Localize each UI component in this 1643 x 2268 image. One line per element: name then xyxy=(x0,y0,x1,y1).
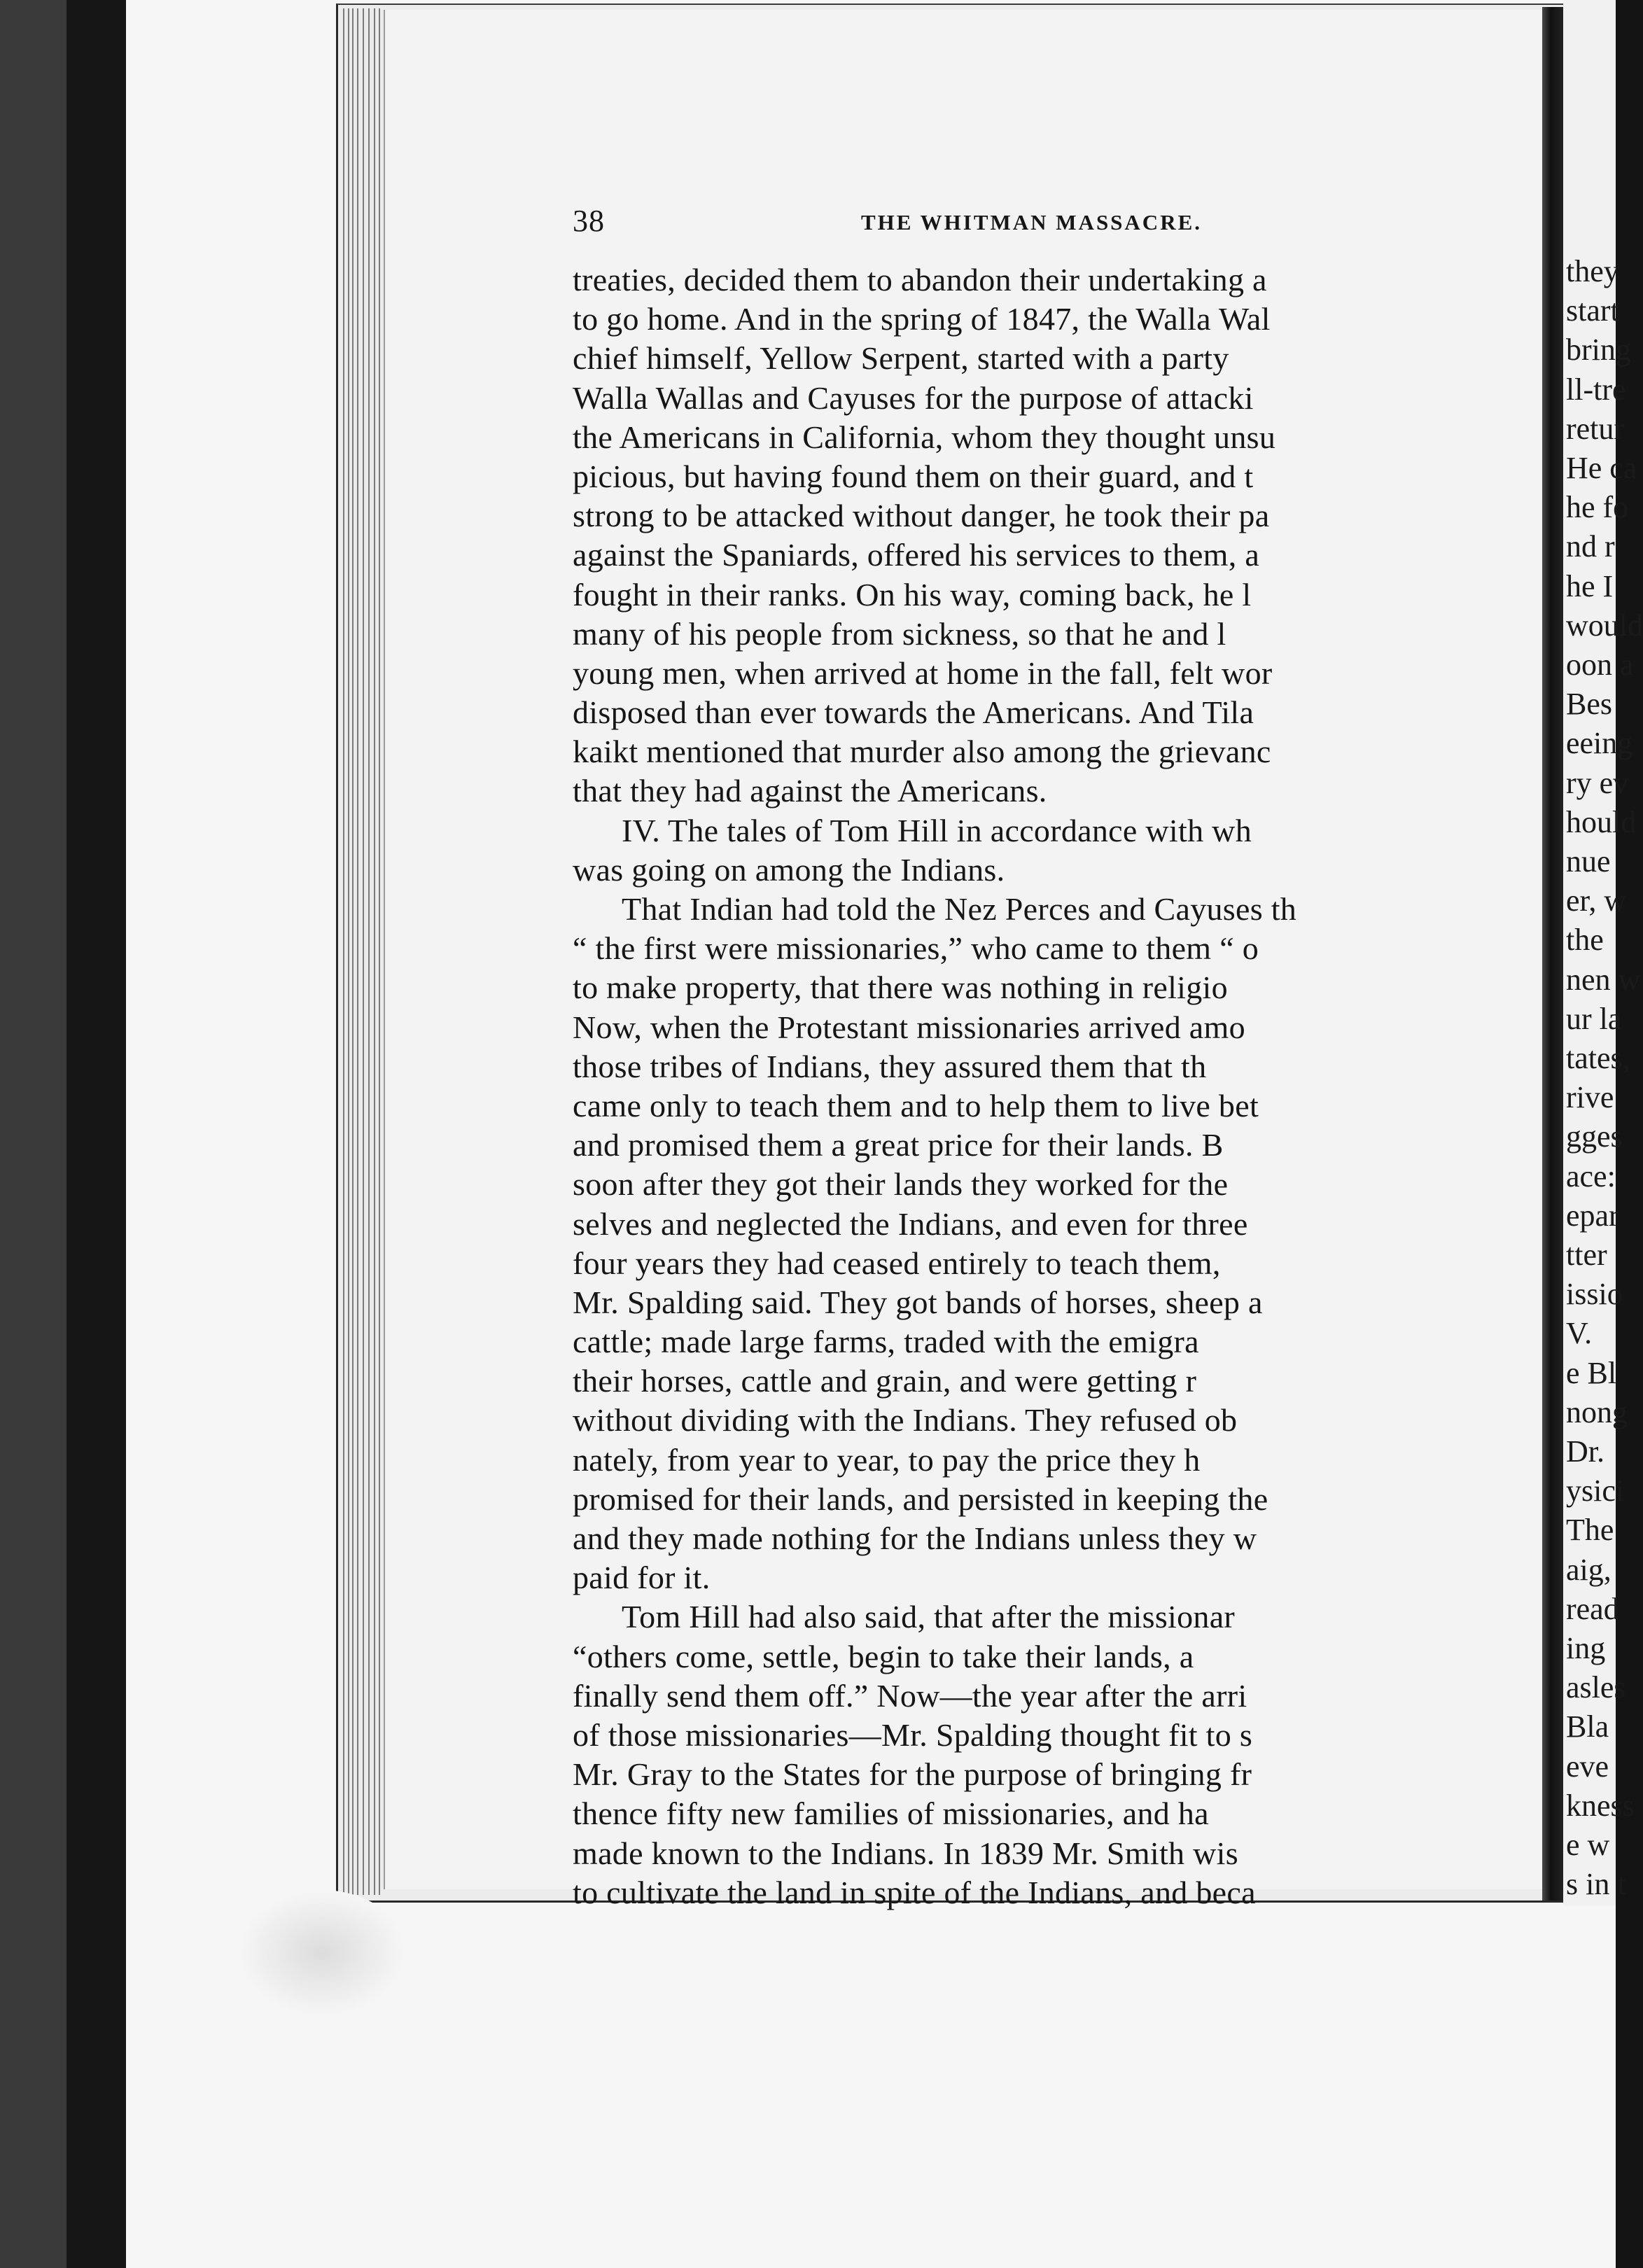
text-line: That Indian had told the Nez Perces and Cayuses th xyxy=(622,891,1297,927)
text-line: and promised them a great price for their lands. B xyxy=(573,1127,1224,1163)
facing-page-line: tter xyxy=(1566,1238,1607,1272)
facing-page-line: ysici xyxy=(1566,1474,1625,1508)
facing-page-line: nd r xyxy=(1566,529,1615,564)
text-line: against the Spaniards, offered his services to them, a xyxy=(573,537,1260,573)
text-line: fought in their ranks. On his way, coming back, he l xyxy=(573,576,1252,612)
facing-page-line: start xyxy=(1566,293,1619,328)
text-line: promised for their lands, and persisted in keeping the xyxy=(573,1480,1268,1517)
facing-page-line: nue xyxy=(1566,844,1611,878)
text-line: without dividing with the Indians. They refused ob xyxy=(573,1402,1238,1438)
facing-page-line: ace: xyxy=(1566,1158,1616,1194)
text-line: to make property, that there was nothing in religio xyxy=(573,969,1228,1006)
text-line: to cultivate the land in spite of the Indians, and beca xyxy=(573,1874,1256,1910)
text-line: IV. The tales of Tom Hill in accordance with wh xyxy=(622,812,1252,848)
facing-page-line: the xyxy=(1566,923,1604,958)
paper-stain xyxy=(238,1890,406,2016)
facing-page-line: e Bl xyxy=(1566,1355,1617,1390)
text-line: came only to teach them and to help them to live bet xyxy=(573,1087,1259,1124)
text-line: Walla Wallas and Cayuses for the purpose of attacki xyxy=(573,379,1254,416)
facing-page-line: epar xyxy=(1566,1198,1619,1233)
facing-page-line: ing xyxy=(1566,1631,1606,1665)
facing-page-line: gges xyxy=(1566,1119,1623,1154)
text-line: the Americans in California, whom they thought unsu xyxy=(573,419,1276,455)
book-gutter xyxy=(1542,7,1563,1900)
text-line: many of his people from sickness, so that he and l xyxy=(573,615,1226,652)
facing-page-line: eeing xyxy=(1566,726,1633,761)
facing-page-line: e w xyxy=(1566,1828,1610,1862)
text-line: was going on among the Indians. xyxy=(573,851,1005,888)
page-stack-edges xyxy=(342,8,382,1895)
text-line: “ the first were missionaries,” who came to them “ o xyxy=(573,930,1259,967)
facing-page-line: they xyxy=(1566,254,1619,288)
facing-page-line: ry ev xyxy=(1566,765,1629,800)
text-line: of those missionaries—Mr. Spalding thought fit to s xyxy=(573,1716,1253,1753)
text-line: young men, when arrived at home in the fall, felt wor xyxy=(573,654,1273,691)
facing-page-line: bring xyxy=(1566,332,1631,368)
text-line: chief himself, Yellow Serpent, started with a party xyxy=(573,340,1229,377)
text-line: kaikt mentioned that murder also among the grievanc xyxy=(573,734,1271,770)
facing-page-fragment xyxy=(1563,0,1643,1905)
text-line: paid for it. xyxy=(573,1560,711,1596)
text-line: picious, but having found them on their guard, and t xyxy=(573,458,1254,494)
facing-page-line: er, w xyxy=(1566,883,1627,918)
facing-page-line: Bes xyxy=(1566,687,1612,722)
body-text xyxy=(573,260,1544,1940)
scan-edge xyxy=(0,0,67,2268)
text-line: nately, from year to year, to pay the price they h xyxy=(573,1441,1201,1478)
facing-page-line: The xyxy=(1566,1513,1614,1548)
facing-page-line: nen w xyxy=(1566,962,1641,997)
facing-page-line: V. xyxy=(1566,1316,1593,1351)
facing-page-line: he I xyxy=(1566,568,1614,603)
text-line: “others come, settle, begin to take their lands, a xyxy=(573,1638,1194,1674)
facing-page-line: ur la xyxy=(1566,1001,1622,1036)
facing-page-line: s in t xyxy=(1566,1867,1626,1902)
text-line: selves and neglected the Indians, and even for three xyxy=(573,1205,1248,1242)
facing-page-line: Dr. xyxy=(1566,1434,1604,1469)
text-line: finally send them off.” Now—the year after the arri xyxy=(573,1677,1247,1714)
text-line: Mr. Spalding said. They got bands of horses, sheep a xyxy=(573,1284,1263,1320)
facing-page-line: kness xyxy=(1566,1788,1635,1823)
facing-page-line: tates, xyxy=(1566,1041,1630,1075)
text-line: those tribes of Indians, they assured them that th xyxy=(573,1048,1207,1084)
text-line: that they had against the Americans. xyxy=(573,773,1047,809)
text-line: disposed than ever towards the Americans. And Tila xyxy=(573,694,1254,731)
text-line: and they made nothing for the Indians unless they w xyxy=(573,1520,1257,1556)
running-title: THE WHITMAN MASSACRE. xyxy=(861,210,1203,234)
facing-page-line: Bla xyxy=(1566,1709,1609,1744)
facing-page-line: rive xyxy=(1566,1080,1614,1115)
text-line: cattle; made large farms, traded with the emigra xyxy=(573,1324,1199,1360)
text-line: made known to the Indians. In 1839 Mr. Smith wis xyxy=(573,1835,1238,1871)
facing-page-line: eve xyxy=(1566,1749,1609,1784)
facing-page-line: oon a xyxy=(1566,648,1634,682)
facing-page-line: he fo xyxy=(1566,490,1629,525)
text-line: treaties, decided them to abandon their undertaking a xyxy=(573,262,1267,298)
facing-page-line: retur xyxy=(1566,411,1625,446)
text-line: strong to be attacked without danger, he took their pa xyxy=(573,498,1270,534)
page-number: 38 xyxy=(573,204,605,238)
running-header xyxy=(573,203,1542,245)
text-line: to go home. And in the spring of 1847, the Walla Wal xyxy=(573,301,1271,337)
text-line: soon after they got their lands they worked for the xyxy=(573,1166,1229,1203)
text-line: Now, when the Protestant missionaries arrived amo xyxy=(573,1009,1245,1045)
facing-page-line: aig, xyxy=(1566,1552,1611,1587)
facing-page-line: would xyxy=(1566,608,1643,643)
facing-page-line: ll-tre xyxy=(1566,372,1626,407)
facing-page-line: hould xyxy=(1566,804,1637,839)
text-line: four years they had ceased entirely to teach them, xyxy=(573,1245,1221,1281)
text-line: Tom Hill had also said, that after the missionar xyxy=(622,1599,1236,1635)
facing-page-line: nong xyxy=(1566,1394,1628,1429)
text-line: Mr. Gray to the States for the purpose of bringing fr xyxy=(573,1756,1252,1793)
text-line: their horses, cattle and grain, and were getting r xyxy=(573,1363,1197,1399)
facing-page-line: He ca xyxy=(1566,451,1637,485)
facing-page-line: asles xyxy=(1566,1670,1626,1705)
facing-page-line: issio xyxy=(1566,1277,1623,1312)
text-line: thence fifty new families of missionaries, and ha xyxy=(573,1795,1209,1832)
facing-page-line: read xyxy=(1566,1591,1619,1626)
